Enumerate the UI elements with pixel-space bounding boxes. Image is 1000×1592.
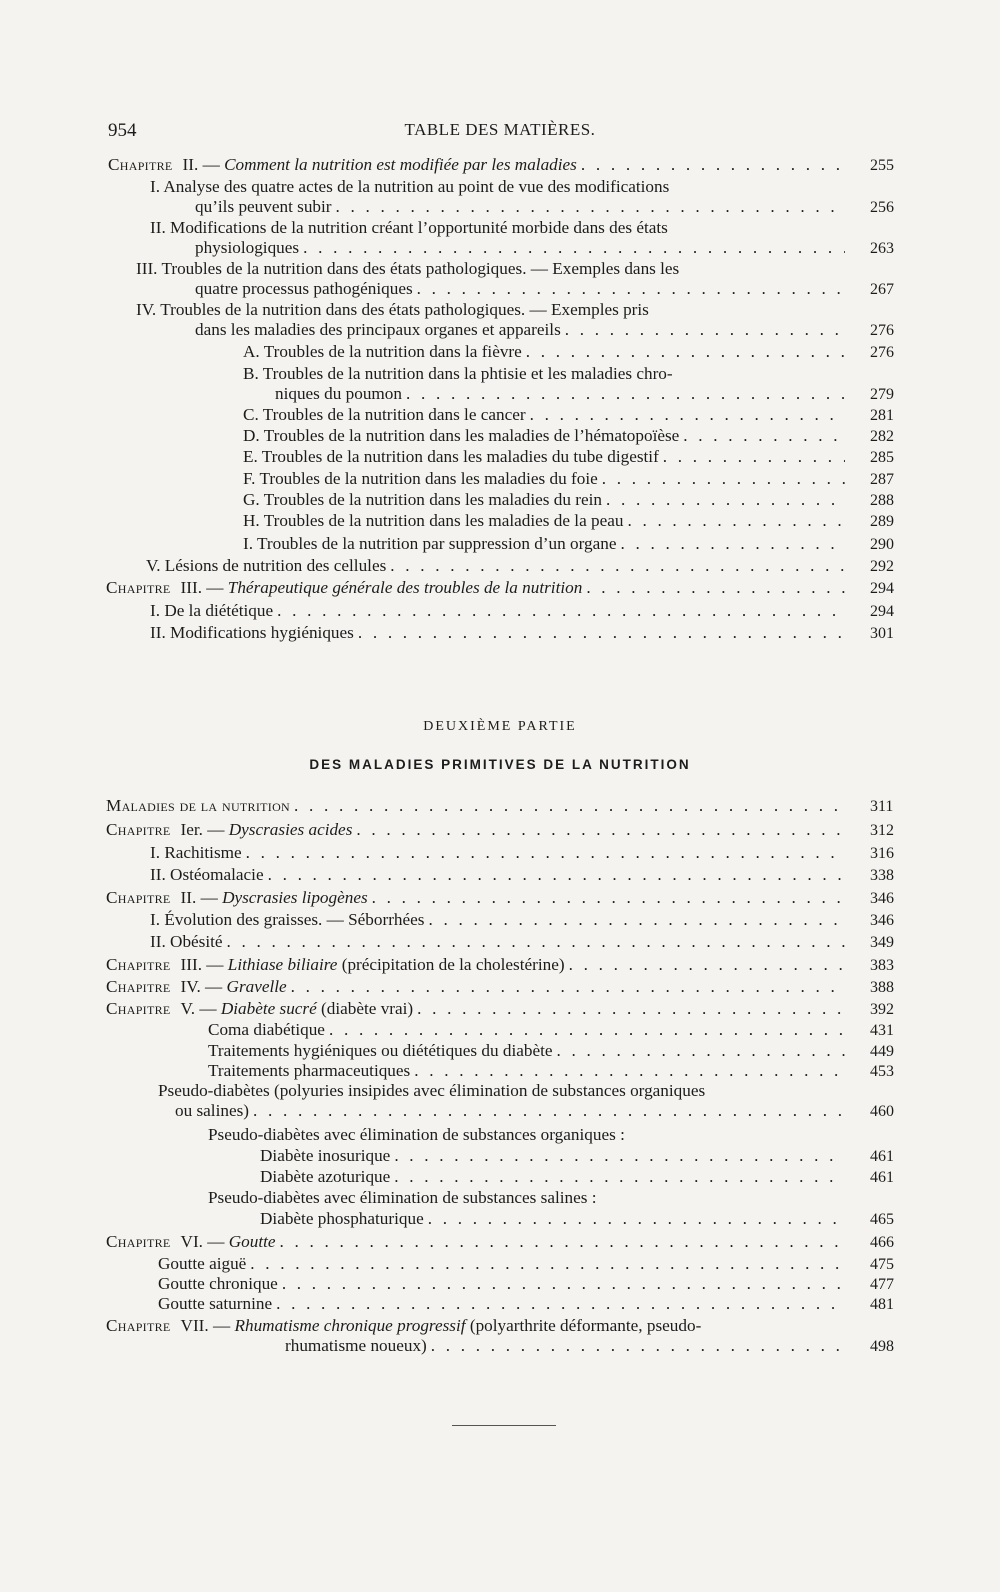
chapter-label: Chapitre bbox=[106, 955, 171, 974]
toc-entry[interactable] bbox=[0, 796, 1000, 816]
leader-dots bbox=[623, 511, 845, 531]
page-ref[interactable]: 475 bbox=[870, 1256, 894, 1273]
page-ref[interactable]: 392 bbox=[870, 1001, 894, 1018]
page-ref[interactable]: 383 bbox=[870, 957, 894, 974]
toc-entry[interactable] bbox=[0, 955, 1000, 975]
toc-entry[interactable] bbox=[0, 1125, 1000, 1145]
page-ref[interactable]: 281 bbox=[870, 407, 894, 424]
toc-entry[interactable] bbox=[0, 1316, 1000, 1356]
toc-entry[interactable] bbox=[0, 342, 1000, 362]
leader-dots bbox=[276, 1232, 845, 1252]
page-ref[interactable]: 466 bbox=[870, 1234, 894, 1251]
chapter-label: Chapitre bbox=[106, 820, 171, 839]
chapter-line bbox=[106, 820, 845, 840]
dash: — bbox=[200, 977, 227, 996]
entry-text: qu’ils peuvent subir bbox=[195, 197, 332, 216]
toc-entry[interactable] bbox=[0, 534, 1000, 554]
chapter-title: Comment la nutrition est modifiée par les maladies bbox=[224, 155, 577, 174]
chapter-line bbox=[106, 955, 845, 975]
toc-entry[interactable] bbox=[0, 888, 1000, 908]
leader-dots bbox=[413, 279, 845, 299]
leader-dots bbox=[223, 932, 845, 952]
entry-line bbox=[208, 1041, 845, 1061]
chapter-number: II. bbox=[182, 155, 199, 174]
chapter-line bbox=[106, 1316, 701, 1336]
chapter-label: Chapitre bbox=[106, 977, 171, 996]
toc-entry[interactable] bbox=[0, 1167, 1000, 1187]
toc-entry[interactable] bbox=[0, 932, 1000, 952]
chapter-label: Chapitre bbox=[106, 999, 171, 1018]
leader-dots bbox=[368, 888, 845, 908]
entry-line bbox=[150, 843, 845, 863]
entry-text: I. Évolution des graisses. — Séborrhées bbox=[150, 910, 425, 929]
entry-line bbox=[195, 279, 845, 299]
chapter-line bbox=[108, 155, 845, 175]
leader-dots bbox=[352, 820, 845, 840]
chapter-label: Chapitre bbox=[106, 1316, 171, 1335]
entry-text: Diabète inosurique bbox=[260, 1146, 391, 1165]
page-ref[interactable]: 349 bbox=[870, 934, 894, 951]
page-header bbox=[0, 120, 1000, 146]
toc-entry[interactable] bbox=[0, 426, 1000, 446]
leader-dots bbox=[598, 469, 845, 489]
chapter-label: Chapitre bbox=[108, 155, 173, 174]
entry-line bbox=[243, 447, 845, 467]
toc-line: Pseudo-diabètes avec élimination de substances organiques : bbox=[208, 1125, 625, 1144]
entry-line bbox=[208, 1020, 845, 1040]
leader-dots bbox=[602, 490, 845, 510]
dash: — bbox=[202, 955, 228, 974]
page-ref[interactable]: 460 bbox=[870, 1103, 894, 1120]
entry-text: rhumatisme noueux) bbox=[285, 1336, 427, 1355]
chapter-heading bbox=[106, 977, 287, 997]
toc-entry[interactable] bbox=[0, 1146, 1000, 1166]
page-ref[interactable]: 461 bbox=[870, 1169, 894, 1186]
chapter-heading bbox=[106, 1316, 701, 1336]
toc-entry[interactable] bbox=[0, 177, 1000, 217]
entry-line bbox=[243, 342, 845, 362]
toc-line: Pseudo-diabètes (polyuries insipides avec élimination de substances organiques bbox=[158, 1081, 706, 1100]
entry-text: quatre processus pathogéniques bbox=[195, 279, 413, 298]
chapter-number: VII. bbox=[180, 1316, 209, 1335]
chapter-number: II. bbox=[180, 888, 197, 907]
entry-line bbox=[260, 1209, 845, 1229]
entry-line bbox=[195, 197, 845, 217]
leader-dots bbox=[242, 843, 845, 863]
leader-dots bbox=[290, 796, 845, 816]
chapter-line bbox=[106, 1232, 845, 1252]
entry-text: Traitements hygiéniques ou diététiques du diabète bbox=[208, 1041, 553, 1060]
page-ref[interactable]: 276 bbox=[870, 344, 894, 361]
page-ref[interactable]: 276 bbox=[870, 322, 894, 339]
entry-text: H. Troubles de la nutrition dans les maladies de la peau bbox=[243, 511, 624, 530]
toc-entry[interactable] bbox=[0, 1209, 1000, 1229]
dash: — bbox=[198, 155, 225, 174]
entry-line bbox=[150, 623, 845, 643]
page-ref[interactable]: 449 bbox=[870, 1043, 894, 1060]
leader-dots bbox=[332, 197, 845, 217]
toc-entry[interactable] bbox=[0, 843, 1000, 863]
entry-text: Goutte chronique bbox=[158, 1274, 278, 1293]
entry-text: E. Troubles de la nutrition dans les maladies du tube digestif bbox=[243, 447, 659, 466]
toc-line: Pseudo-diabètes avec élimination de substances salines : bbox=[208, 1188, 597, 1207]
continuation-line bbox=[285, 1336, 845, 1356]
entry-line bbox=[146, 556, 845, 576]
chapter-title: Lithiase biliaire bbox=[227, 955, 338, 974]
chapter-number: V. bbox=[180, 999, 196, 1018]
toc-entry[interactable] bbox=[0, 364, 1000, 404]
toc-entry[interactable] bbox=[0, 155, 1000, 175]
leader-dots bbox=[552, 1041, 845, 1061]
dash: — bbox=[202, 1232, 229, 1251]
chapter-title: Dyscrasies acides bbox=[228, 820, 353, 839]
page-ref[interactable]: 279 bbox=[870, 386, 894, 403]
entry-text: I. Rachitisme bbox=[150, 843, 242, 862]
leader-dots bbox=[582, 578, 845, 598]
page-ref[interactable]: 465 bbox=[870, 1211, 894, 1228]
toc-entry[interactable] bbox=[0, 820, 1000, 840]
leader-dots bbox=[659, 447, 845, 467]
toc-entry[interactable] bbox=[0, 447, 1000, 467]
leader-dots bbox=[410, 1061, 845, 1081]
entry-line bbox=[260, 1146, 845, 1166]
toc-entry[interactable] bbox=[0, 556, 1000, 576]
entry-line bbox=[243, 511, 845, 531]
chapter-heading bbox=[108, 155, 577, 175]
entry-text: Diabète azoturique bbox=[260, 1167, 391, 1186]
entry-line bbox=[150, 865, 845, 885]
entry-line bbox=[158, 1294, 845, 1314]
toc-entry[interactable] bbox=[0, 218, 1000, 258]
chapter-heading bbox=[106, 820, 352, 840]
leader-dots bbox=[390, 1146, 845, 1166]
chapter-title: Rhumatisme chronique progressif bbox=[234, 1316, 466, 1335]
leader-dots bbox=[679, 426, 845, 446]
leader-dots bbox=[424, 910, 845, 930]
chapter-title: Goutte bbox=[228, 1232, 276, 1251]
toc-line: I. Analyse des quatre actes de la nutrition au point de vue des modifications bbox=[150, 177, 670, 196]
page-ref[interactable]: 346 bbox=[870, 890, 894, 907]
dash: — bbox=[195, 999, 221, 1018]
entry-text: V. Lésions de nutrition des cellules bbox=[146, 556, 387, 575]
entry-line bbox=[243, 426, 845, 446]
leader-dots bbox=[616, 534, 845, 554]
chapter-number: VI. bbox=[180, 1232, 203, 1251]
toc-entry[interactable] bbox=[0, 1294, 1000, 1314]
toc-entry[interactable] bbox=[0, 601, 1000, 621]
leader-dots bbox=[424, 1209, 845, 1229]
section-heading: Maladies de la nutrition bbox=[106, 796, 291, 815]
entry-line bbox=[150, 910, 845, 930]
page-ref[interactable]: 312 bbox=[870, 822, 894, 839]
chapter-line bbox=[106, 888, 845, 908]
toc-entry[interactable] bbox=[0, 1061, 1000, 1081]
toc-entry[interactable] bbox=[0, 910, 1000, 930]
leader-dots bbox=[565, 955, 845, 975]
page-ref[interactable]: 388 bbox=[870, 979, 894, 996]
entry-line bbox=[275, 384, 845, 404]
leader-dots bbox=[246, 1254, 845, 1274]
entry-text: Goutte aiguë bbox=[158, 1254, 247, 1273]
entry-line bbox=[243, 490, 845, 510]
toc-line: II. Modifications de la nutrition créant l’opportunité morbide dans des états bbox=[150, 218, 668, 237]
dash: — bbox=[202, 578, 228, 597]
toc-entry[interactable] bbox=[0, 1188, 1000, 1208]
chapter-title: Thérapeutique générale des troubles de la nutrition bbox=[227, 578, 583, 597]
toc-entry[interactable] bbox=[0, 1274, 1000, 1294]
toc-line: B. Troubles de la nutrition dans la phtisie et les maladies chro- bbox=[243, 364, 673, 383]
dash: — bbox=[202, 820, 229, 839]
leader-dots bbox=[325, 1020, 845, 1040]
running-title: TABLE DES MATIÈRES. bbox=[404, 120, 596, 139]
chapter-title: Gravelle bbox=[226, 977, 287, 996]
chapter-title: Dyscrasies lipogènes bbox=[222, 888, 368, 907]
page-number: 954 bbox=[108, 120, 137, 141]
page-ref[interactable]: 338 bbox=[870, 867, 894, 884]
entry-line bbox=[243, 534, 845, 554]
entry-text: II. Modifications hygiéniques bbox=[150, 623, 354, 642]
toc-entry[interactable] bbox=[0, 999, 1000, 1019]
toc-entry[interactable] bbox=[0, 865, 1000, 885]
page-ref[interactable]: 431 bbox=[870, 1022, 894, 1039]
toc-entry[interactable] bbox=[0, 300, 1000, 340]
entry-text: physiologiques bbox=[195, 238, 300, 257]
entry-text: F. Troubles de la nutrition dans les maladies du foie bbox=[243, 469, 598, 488]
leader-dots bbox=[526, 405, 845, 425]
chapter-number: IV. bbox=[180, 977, 201, 996]
leader-dots bbox=[273, 601, 845, 621]
chapter-heading bbox=[106, 955, 565, 975]
page-ref[interactable]: 292 bbox=[870, 558, 894, 575]
entry-line bbox=[150, 601, 845, 621]
chapter-label: Chapitre bbox=[106, 888, 171, 907]
entry-text: Diabète phosphaturique bbox=[260, 1209, 424, 1228]
toc-entry[interactable] bbox=[0, 578, 1000, 598]
leader-dots bbox=[249, 1101, 845, 1121]
entry-line bbox=[158, 1274, 845, 1294]
chapter-number: III. bbox=[180, 955, 202, 974]
entry-line bbox=[195, 320, 845, 340]
chapter-line bbox=[106, 999, 845, 1019]
toc-entry[interactable] bbox=[0, 259, 1000, 299]
chapter-label: Chapitre bbox=[106, 1232, 171, 1251]
entry-text: II. Obésité bbox=[150, 932, 223, 951]
chapter-title: Diabète sucré bbox=[220, 999, 317, 1018]
toc-entry[interactable] bbox=[0, 1041, 1000, 1061]
chapter-subtitle: (précipitation de la cholestérine) bbox=[337, 955, 565, 974]
page-ref[interactable]: 287 bbox=[870, 471, 894, 488]
toc-line: III. Troubles de la nutrition dans des états pathologiques. — Exemples dans les bbox=[136, 259, 680, 278]
entry-line bbox=[260, 1167, 845, 1187]
page-ref[interactable]: 294 bbox=[870, 580, 894, 597]
page-ref[interactable]: 255 bbox=[870, 157, 894, 174]
page-ref[interactable]: 453 bbox=[870, 1063, 894, 1080]
entry-text: G. Troubles de la nutrition dans les maladies du rein bbox=[243, 490, 602, 509]
entry-text: A. Troubles de la nutrition dans la fièvre bbox=[243, 342, 522, 361]
page-ref[interactable]: 263 bbox=[870, 240, 894, 257]
chapter-line bbox=[106, 977, 845, 997]
page-ref[interactable]: 256 bbox=[870, 199, 894, 216]
entry-text: Traitements pharmaceutiques bbox=[208, 1061, 411, 1080]
page-ref[interactable]: 316 bbox=[870, 845, 894, 862]
section-heading-line bbox=[106, 796, 845, 816]
leader-dots bbox=[413, 999, 845, 1019]
chapter-line bbox=[106, 578, 845, 598]
entry-text: Goutte saturnine bbox=[158, 1294, 273, 1313]
leader-dots bbox=[522, 342, 845, 362]
toc-entry[interactable] bbox=[0, 1232, 1000, 1252]
toc-entry[interactable] bbox=[0, 623, 1000, 643]
entry-text: dans les maladies des principaux organes et appareils bbox=[195, 320, 561, 339]
entry-text: Coma diabétique bbox=[208, 1020, 325, 1039]
chapter-heading bbox=[106, 1232, 276, 1252]
part-title: DEUXIÈME PARTIE bbox=[423, 719, 577, 734]
leader-dots bbox=[402, 384, 845, 404]
page-ref[interactable]: 290 bbox=[870, 536, 894, 553]
leader-dots bbox=[390, 1167, 845, 1187]
chapter-heading bbox=[106, 999, 413, 1019]
entry-text: I. De la diététique bbox=[150, 601, 274, 620]
toc-entry[interactable] bbox=[0, 977, 1000, 997]
page-ref[interactable]: 288 bbox=[870, 492, 894, 509]
page-ref[interactable]: 346 bbox=[870, 912, 894, 929]
entry-line bbox=[158, 1254, 845, 1274]
page-ref[interactable]: 294 bbox=[870, 603, 894, 620]
page-ref[interactable]: 285 bbox=[870, 449, 894, 466]
entry-text: C. Troubles de la nutrition dans le cancer bbox=[243, 405, 526, 424]
chapter-heading bbox=[106, 578, 582, 598]
leader-dots bbox=[561, 320, 845, 340]
page-ref[interactable]: 301 bbox=[870, 625, 894, 642]
page-ref[interactable]: 461 bbox=[870, 1148, 894, 1165]
entry-line bbox=[150, 932, 845, 952]
chapter-subtitle: (polyarthrite déformante, pseudo- bbox=[465, 1316, 702, 1335]
chapter-number: III. bbox=[180, 578, 202, 597]
toc-entry[interactable] bbox=[0, 1020, 1000, 1040]
chapter-heading bbox=[106, 888, 368, 908]
toc-entry[interactable] bbox=[0, 490, 1000, 510]
leader-dots bbox=[577, 155, 845, 175]
entry-line bbox=[243, 469, 845, 489]
toc-entry[interactable] bbox=[0, 405, 1000, 425]
entry-line bbox=[195, 238, 845, 258]
entry-text: niques du poumon bbox=[275, 384, 402, 403]
dash: — bbox=[208, 1316, 235, 1335]
entry-line bbox=[243, 405, 845, 425]
toc-entry[interactable] bbox=[0, 511, 1000, 531]
dash: — bbox=[196, 888, 223, 907]
page-ref[interactable]: 311 bbox=[870, 798, 894, 815]
toc-entry[interactable] bbox=[0, 1081, 1000, 1121]
page-ref[interactable]: 477 bbox=[870, 1276, 894, 1293]
entry-line bbox=[175, 1101, 845, 1121]
part-subtitle: DES MALADIES PRIMITIVES DE LA NUTRITION bbox=[309, 757, 691, 772]
page-ref[interactable]: 498 bbox=[870, 1338, 894, 1355]
leader-dots bbox=[386, 556, 845, 576]
entry-text: D. Troubles de la nutrition dans les maladies de l’hématopoïèse bbox=[243, 426, 680, 445]
entry-text: II. Ostéomalacie bbox=[150, 865, 264, 884]
leader-dots bbox=[354, 623, 845, 643]
entry-text: ou salines) bbox=[175, 1101, 249, 1120]
leader-dots bbox=[264, 865, 845, 885]
toc-line: IV. Troubles de la nutrition dans des états pathologiques. — Exemples pris bbox=[136, 300, 649, 319]
leader-dots bbox=[272, 1294, 845, 1314]
chapter-number: Ier. bbox=[180, 820, 203, 839]
page-ref[interactable]: 267 bbox=[870, 281, 894, 298]
leader-dots bbox=[278, 1274, 845, 1294]
chapter-subtitle: (diabète vrai) bbox=[316, 999, 414, 1018]
page-ref[interactable]: 289 bbox=[870, 513, 894, 530]
entry-text: I. Troubles de la nutrition par suppression d’un organe bbox=[243, 534, 617, 553]
toc-entry[interactable] bbox=[0, 469, 1000, 489]
entry-line bbox=[208, 1061, 845, 1081]
page-ref[interactable]: 481 bbox=[870, 1296, 894, 1313]
page-ref[interactable]: 282 bbox=[870, 428, 894, 445]
leader-dots bbox=[427, 1336, 845, 1356]
chapter-label: Chapitre bbox=[106, 578, 171, 597]
end-rule bbox=[452, 1425, 556, 1426]
leader-dots bbox=[287, 977, 845, 997]
leader-dots bbox=[299, 238, 845, 258]
toc-entry[interactable] bbox=[0, 1254, 1000, 1274]
